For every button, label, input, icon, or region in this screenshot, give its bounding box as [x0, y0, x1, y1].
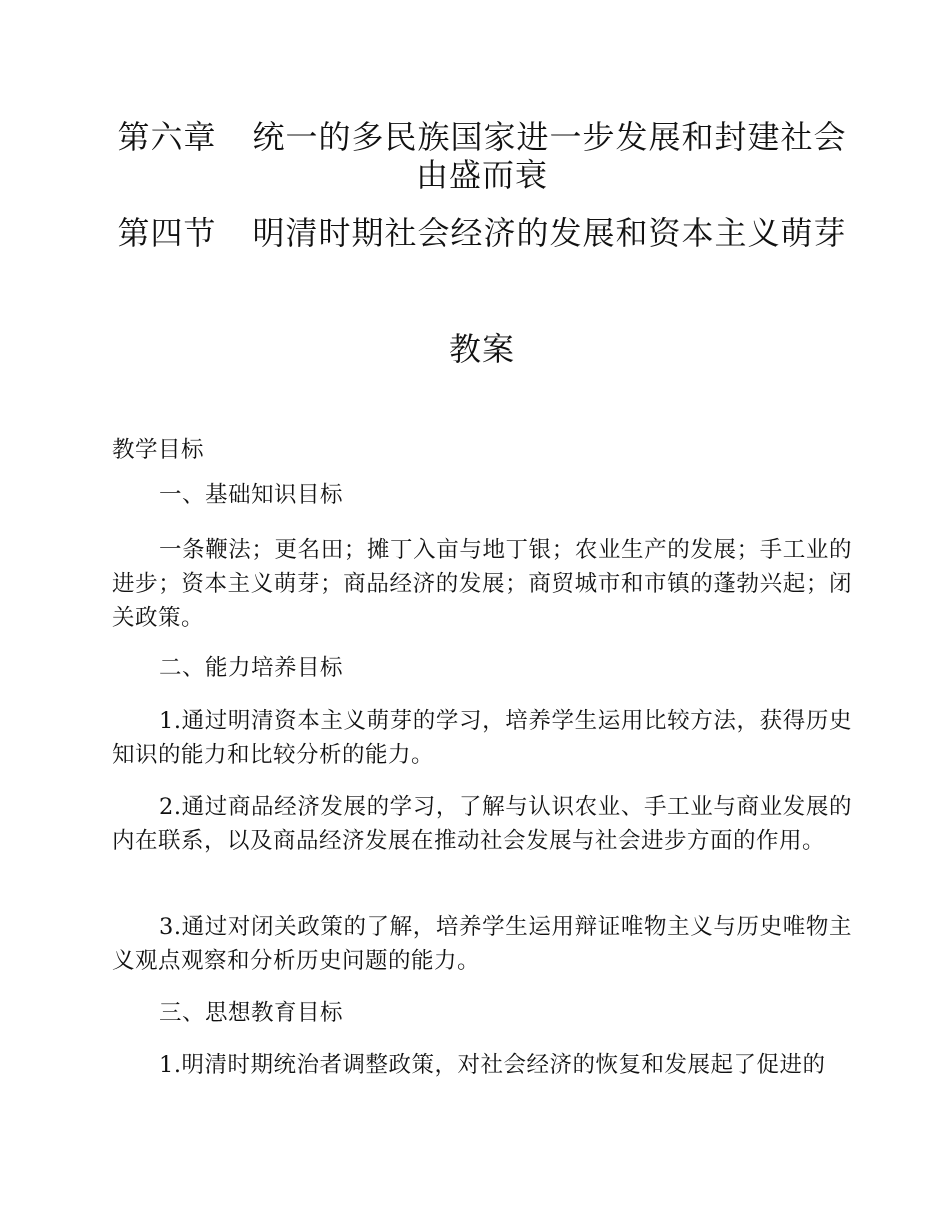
subheading-basic-knowledge: 一、基础知识目标 — [159, 482, 344, 508]
section-title — [112, 214, 852, 252]
subheading-ideology: 三、思想教育目标 — [159, 1000, 344, 1026]
paragraph-ability-3: 3.通过对闭关政策的了解，培养学生运用辩证唯物主义与历史唯物主义观点观察和分析历史问题的能力。 — [112, 914, 852, 974]
objectives-heading: 教学目标 — [112, 437, 205, 463]
doc-type-title: 教案 — [448, 330, 515, 368]
paragraph-ideology-1: 1.明清时期统治者调整政策，对社会经济的恢复和发展起了促进的 — [159, 1052, 826, 1078]
chapter-title — [112, 118, 852, 194]
paragraph-ability-1: 1.通过明清资本主义萌芽的学习，培养学生运用比较方法，获得历史知识的能力和比较分析的能力。 — [112, 708, 852, 768]
section-text: 明清时期社会经济的发展和资本主义萌芽 — [252, 214, 847, 252]
chapter-text: 统一的多民族国家进一步发展和封建社会由盛而衰 — [252, 118, 847, 194]
section-label: 第四节 — [117, 214, 217, 252]
subheading-ability: 二、能力培养目标 — [159, 655, 344, 681]
paragraph-ability-2: 2.通过商品经济发展的学习，了解与认识农业、手工业与商业发展的内在联系，以及商品经济发展在推动社会发展与社会进步方面的作用。 — [112, 794, 852, 854]
chapter-label: 第六章 — [117, 118, 217, 156]
paragraph-basic-knowledge: 一条鞭法；更名田；摊丁入亩与地丁银；农业生产的发展；手工业的进步；资本主义萌芽；商品经济的发展；商贸城市和市镇的蓬勃兴起；闭关政策。 — [112, 537, 852, 631]
